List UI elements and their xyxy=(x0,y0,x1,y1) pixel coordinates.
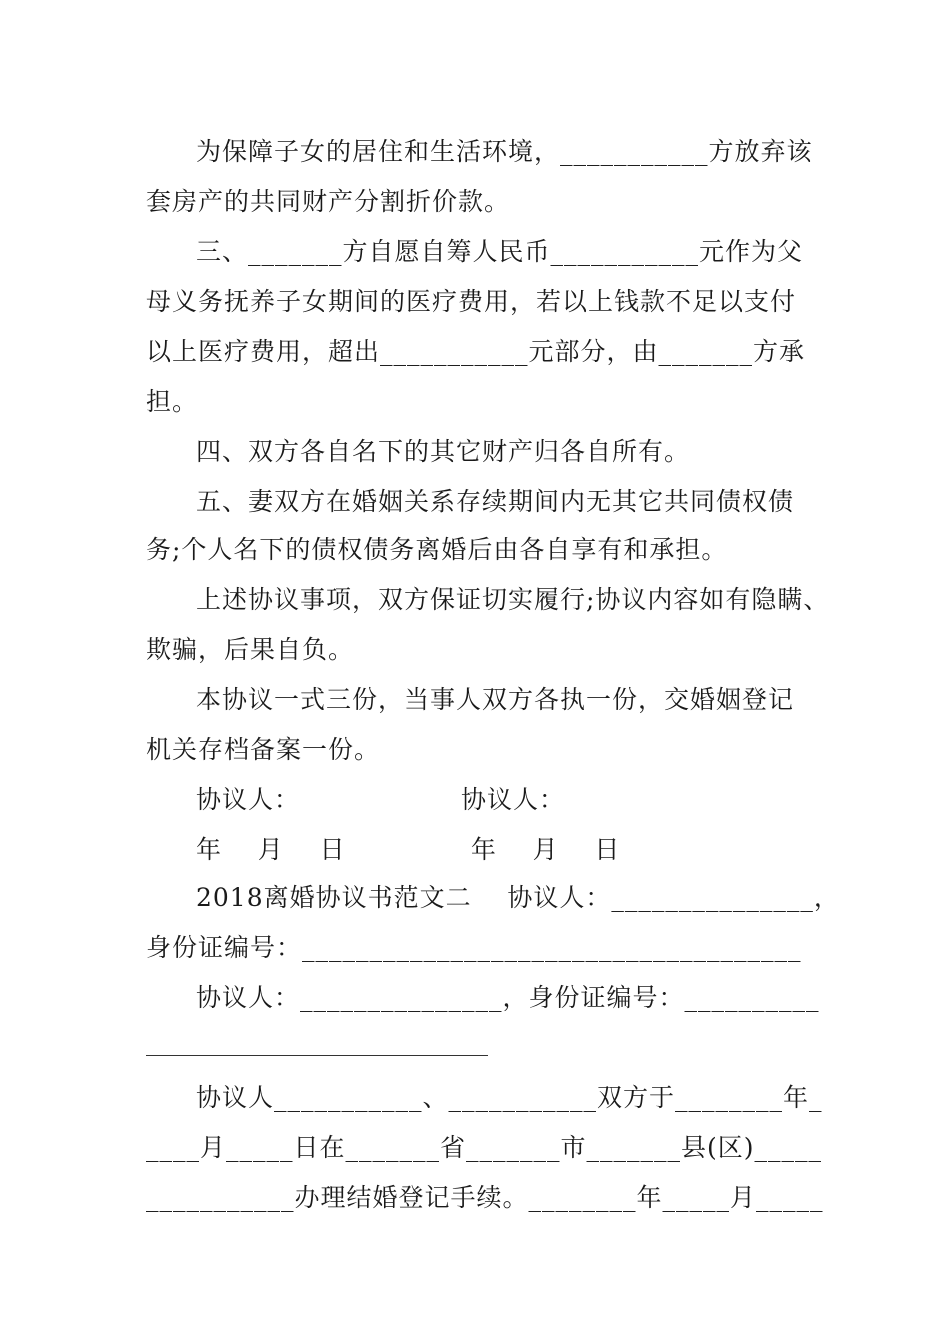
date-line: 年 月 日 年 月 日 xyxy=(196,835,621,864)
paragraph-line: 上述协议事项，双方保证切实履行;协议内容如有隐瞒、 xyxy=(196,585,830,614)
paragraph-line: 五、妻双方在婚姻关系存续期间内无其它共同债权债 xyxy=(196,487,795,516)
paragraph-line: 套房产的共同财产分割折价款。 xyxy=(146,187,511,216)
paragraph-line: 机关存档备案一份。 xyxy=(146,735,381,764)
signature-line: 协议人： 协议人： xyxy=(196,785,566,814)
paragraph-line: 本协议一式三份，当事人双方各执一份，交婚姻登记 xyxy=(196,685,795,714)
blank-underline xyxy=(146,1055,488,1056)
section-heading-line: 2018离婚协议书范文二 协议人：_______________， xyxy=(196,883,840,912)
paragraph-line: 以上医疗费用，超出___________元部分，由_______方承 xyxy=(146,337,806,366)
paragraph-line: 协议人：_______________，身份证编号：__________ xyxy=(196,983,820,1012)
paragraph-line: 母义务抚养子女期间的医疗费用，若以上钱款不足以支付 xyxy=(146,287,797,316)
paragraph-line: ____月_____日在_______省_______市_______县(区)_____ xyxy=(146,1133,823,1162)
paragraph-line: 务;个人名下的债权债务离婚后由各自享有和承担。 xyxy=(146,535,728,564)
paragraph-line: 三、_______方自愿自筹人民币___________元作为父 xyxy=(196,237,804,266)
paragraph-line: 为保障子女的居住和生活环境，___________方放弃该 xyxy=(196,137,813,166)
paragraph-line: 四、双方各自名下的其它财产归各自所有。 xyxy=(196,437,691,466)
paragraph-line: 身份证编号：_____________________________________ xyxy=(146,933,802,962)
paragraph-line: 欺骗，后果自负。 xyxy=(146,635,355,664)
paragraph-line: ___________办理结婚登记手续。________年_____月_____ xyxy=(146,1183,824,1212)
paragraph-line: 担。 xyxy=(146,387,199,416)
paragraph-line: 协议人___________、___________双方于________年_ xyxy=(196,1083,823,1112)
